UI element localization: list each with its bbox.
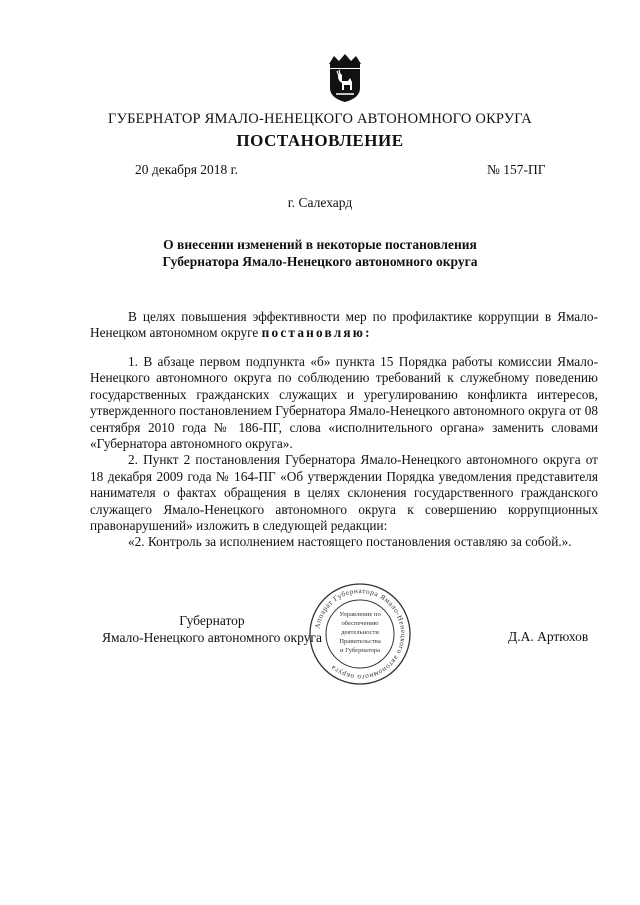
intro-emphasis: постановляю: (261, 325, 372, 341)
document-number: № 157-ПГ (487, 162, 546, 177)
seal-ring-text: Аппарат Губернатора Ямало-Ненецкого автономного округа (313, 586, 408, 682)
signatory-title-line-1: Губернатор (179, 613, 245, 628)
seal-center-line: и Губернатора (339, 647, 381, 654)
issuer-title: ГУБЕРНАТОР ЯМАЛО-НЕНЕЦКОГО АВТОНОМНОГО ОКРУГА (108, 111, 532, 127)
document-type: ПОСТАНОВЛЕНИЕ (236, 131, 404, 150)
document-subject (80, 236, 560, 270)
intro-paragraph (90, 309, 598, 342)
signatory-title (90, 612, 334, 646)
items-block (90, 354, 598, 551)
subject-line-1: О внесении изменений в некоторые постановления (163, 237, 477, 252)
subject-line-2: Губернатора Ямало-Ненецкого автономного округа (162, 254, 478, 269)
document-date: 20 декабря 2018 г. (135, 162, 239, 177)
official-seal-stamp (308, 582, 412, 686)
item-1: 1. В абзаце первом подпункта «б» пункта 15 Порядка работы комиссии Ямало-Ненецкого автономного округа по соблюдению требований к служебному поведению государственных гражданских служащих и урегулированию конфликта интересов, утвержденного постановлением Губернатора Ямало-Ненецкого автономного округа от 08 сентября 2010 года № 186-ПГ, слова «исполнительного органа» заменить словами «Губернатора автономного округа». (90, 354, 598, 452)
seal-center-line: Управление по (339, 611, 381, 618)
coat-of-arms-emblem (326, 52, 364, 104)
intro-text: В целях повышения эффективности мер по профилактике коррупции в Ямало-Ненецком автономном округе (90, 309, 598, 341)
seal-center-line: обеспечению (341, 620, 379, 627)
item-3: «2. Контроль за исполнением настоящего постановления оставляю за собой.». (128, 534, 572, 550)
signatory-title-line-2: Ямало-Ненецкого автономного округа (102, 630, 322, 645)
seal-center-line: Правительства (339, 638, 381, 645)
seal-center-line: деятельности (341, 629, 379, 636)
document-city: г. Салехард (287, 195, 353, 210)
item-2: 2. Пункт 2 постановления Губернатора Ямало-Ненецкого автономного округа от 18 декабря 2009 года № 164-ПГ «Об утверждении Порядка уведомления представителя нанимателя о фактах обращения в целях склонения государственного гражданского служащего Ямало-Ненецкого автономного округа к совершению коррупционных правонарушений» изложить в следующей редакции: (90, 452, 598, 534)
signatory-name: Д.А. Артюхов (508, 629, 589, 644)
